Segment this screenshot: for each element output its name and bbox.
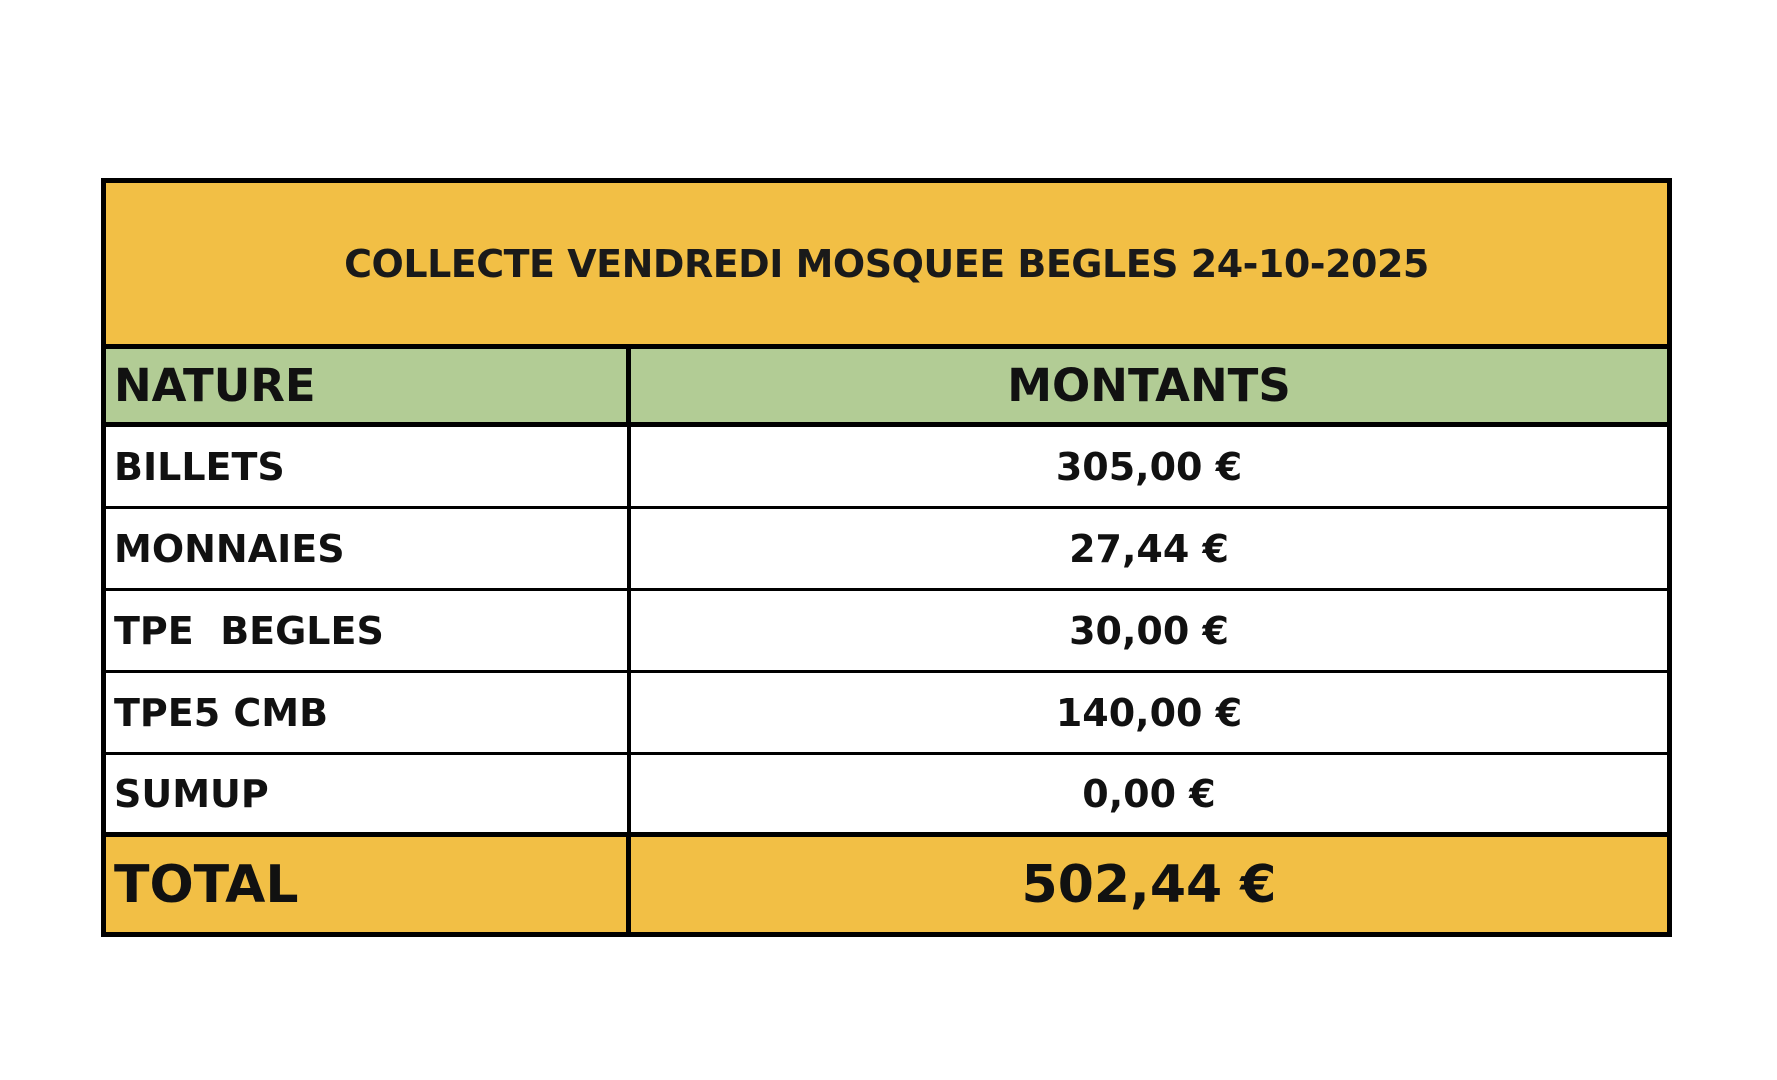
row-montant: 305,00 € xyxy=(1055,444,1243,489)
table-row xyxy=(106,591,1667,673)
row-montant: 140,00 € xyxy=(1055,690,1243,735)
table-row xyxy=(106,673,1667,755)
row-montant: 27,44 € xyxy=(1069,526,1229,571)
row-nature: TPE5 CMB xyxy=(106,673,631,752)
total-label: TOTAL xyxy=(106,837,631,932)
table-row xyxy=(106,509,1667,591)
total-value: 502,44 € xyxy=(1021,854,1277,915)
header-nature: NATURE xyxy=(106,349,631,422)
row-montant: 0,00 € xyxy=(1082,771,1216,816)
collection-table xyxy=(101,178,1672,937)
table-row xyxy=(106,427,1667,509)
row-nature: BILLETS xyxy=(106,427,631,506)
row-nature: MONNAIES xyxy=(106,509,631,588)
row-nature: TPE BEGLES xyxy=(106,591,631,670)
table-row xyxy=(106,755,1667,837)
header-montants: MONTANTS xyxy=(1007,359,1291,412)
table-title: COLLECTE VENDREDI MOSQUEE BEGLES 24-10-2025 xyxy=(106,183,1667,349)
header-row xyxy=(106,349,1667,427)
row-montant: 30,00 € xyxy=(1069,608,1229,653)
row-nature: SUMUP xyxy=(106,755,631,832)
total-row xyxy=(106,837,1667,932)
